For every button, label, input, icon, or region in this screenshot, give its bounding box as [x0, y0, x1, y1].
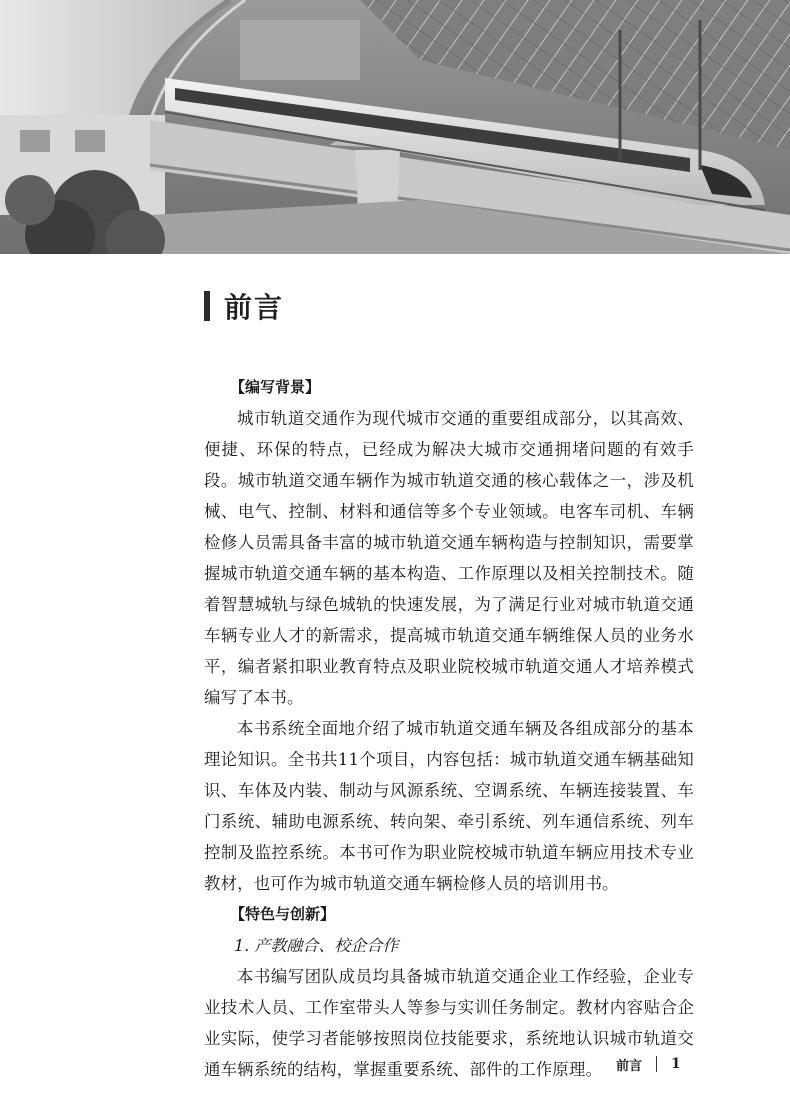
paragraph: 本书系统全面地介绍了城市轨道交通车辆及各组成部分的基本理论知识。全书共11个项目，内容包括：城市轨道交通车辆基础知识、车体及内装、制动与风源系统、空调系统、车辆连接装置、车门系统、辅助电源系统、转向架、牵引系统、列车通信系统、列车控制及监控系统。本书可作为职业院校城市轨道车辆应用技术专业教材，也可作为城市轨道交通车辆检修人员的培训用书。: [204, 719, 694, 893]
page-number: 1: [671, 1056, 681, 1072]
section-label-background: 【编写背景】: [230, 378, 321, 396]
preface-body: [204, 372, 694, 1085]
paragraph: 城市轨道交通作为现代城市交通的重要组成部分，以其高效、便捷、环保的特点，已经成为解决大城市交通拥堵问题的有效手段。城市轨道交通车辆作为城市轨道交通的核心载体之一，涉及机械、电气、控制、材料和通信等多个专业领域。电客车司机、车辆检修人员需具备丰富的城市轨道交通车辆构造与控制知识，需要掌握城市轨道交通车辆的基本构造、工作原理以及相关控制技术。随着智慧城轨与绿色城轨的快速发展，为了满足行业对城市轨道交通车辆专业人才的新需求，提高城市轨道交通车辆维保人员的业务水平，编者紧扣职业教育特点及职业院校城市轨道交通人才培养模式编写了本书。: [204, 409, 694, 707]
header-photo-train-viaduct: [0, 0, 790, 254]
section-label-features: 【特色与创新】: [230, 905, 336, 923]
footer-divider: [656, 1056, 657, 1072]
paragraph: 本书编写团队成员均具备城市轨道交通企业工作经验，企业专业技术人员、工作室带头人等参与实训任务制定。教材内容贴合企业实际，使学习者能够按照岗位技能要求，系统地认识城市轨道交通车辆系统的结构，掌握重要系统、部件的工作原理。: [204, 967, 694, 1079]
subheading: 1. 产教融合、校企合作: [234, 936, 399, 955]
chapter-title: 前言: [224, 291, 285, 324]
chapter-heading: [204, 286, 284, 326]
footer-section-name: 前言: [616, 1058, 643, 1074]
heading-accent-bar: [204, 291, 210, 321]
page-footer: [616, 1054, 681, 1074]
